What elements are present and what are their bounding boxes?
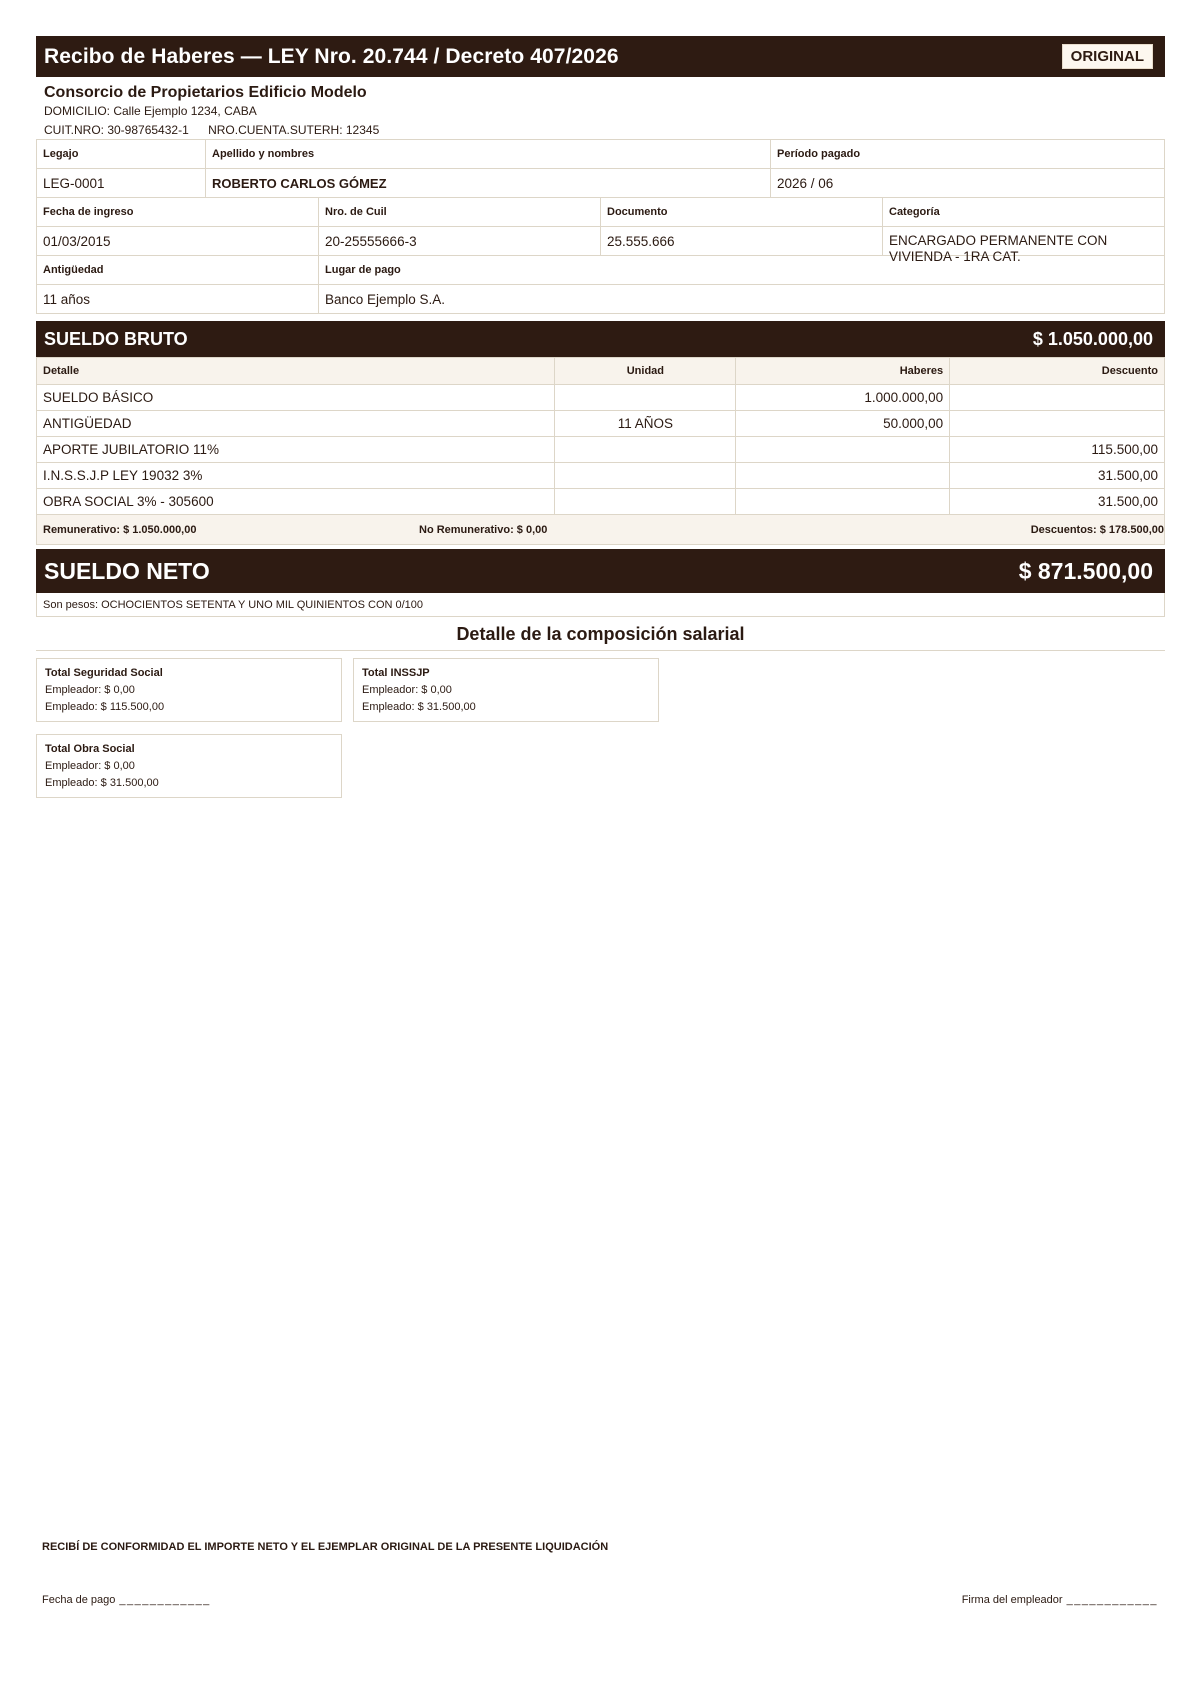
box-title: Total Seguridad Social [45, 667, 163, 679]
cuil-label: Nro. de Cuil [319, 198, 601, 226]
company-name: Consorcio de Propietarios Edificio Modelo [44, 84, 367, 101]
lugar-label: Lugar de pago [325, 264, 401, 276]
box-employee: Empleado: $ 115.500,00 [45, 701, 165, 713]
item-detail: SUELDO BÁSICO [37, 385, 555, 411]
info-row [37, 169, 1164, 198]
item-detail: ANTIGÜEDAD [37, 411, 555, 437]
period-value: 2026 / 06 [777, 175, 834, 191]
payslip [36, 36, 1165, 808]
item-unit [555, 489, 736, 515]
category-label: Categoría [889, 206, 940, 218]
company-suterh: NRO.CUENTA.SUTERH: 12345 [208, 123, 380, 137]
box-obra-social [36, 734, 342, 798]
item-haberes [736, 437, 950, 463]
item-haberes: 50.000,00 [736, 411, 950, 437]
payment-date-line [42, 1594, 211, 1606]
box-employer: Empleador: $ 0,00 [45, 760, 135, 772]
name-label: Apellido y nombres [206, 140, 771, 168]
table-row [37, 489, 1165, 515]
net-salary-label: SUELDO NETO [44, 557, 210, 584]
category-line-2: VIVIENDA - 1RA CAT. [889, 249, 1021, 264]
title-bar [36, 36, 1165, 77]
item-descuento [950, 385, 1165, 411]
legajo-label: Legajo [37, 140, 206, 168]
table-row [37, 411, 1165, 437]
info-row [37, 140, 1164, 169]
document-title: Recibo de Haberes — LEY Nro. 20.744 / Decreto 407/2026 [44, 44, 619, 68]
item-haberes [736, 463, 950, 489]
composition-boxes [36, 658, 1165, 808]
item-detail: OBRA SOCIAL 3% - 305600 [37, 489, 555, 515]
totals-row [36, 515, 1165, 545]
item-haberes: 1.000.000,00 [736, 385, 950, 411]
box-employer: Empleador: $ 0,00 [362, 684, 452, 696]
total-remunerativo: Remunerativo: $ 1.050.000,00 [43, 523, 197, 536]
employer-signature-line [962, 1594, 1158, 1606]
items-header-row [37, 358, 1165, 385]
doc-label: Documento [601, 198, 883, 226]
lugar-value: Banco Ejemplo S.A. [325, 291, 446, 307]
item-detail: I.N.S.S.J.P LEY 19032 3% [37, 463, 555, 489]
box-employer: Empleador: $ 0,00 [45, 684, 135, 696]
category-line-1: ENCARGADO PERMANENTE CON [889, 233, 1108, 248]
antiguedad-label: Antigüedad [37, 256, 319, 284]
item-unit [555, 437, 736, 463]
ingreso-label: Fecha de ingreso [37, 198, 319, 226]
info-row [37, 285, 1164, 314]
company-cuit: CUIT.NRO: 30-98765432-1 [44, 123, 189, 137]
item-unit [555, 463, 736, 489]
employer-signature-label: Firma del empleador [961, 1594, 1063, 1606]
amount-in-words: Son pesos: OCHOCIENTOS SETENTA Y UNO MIL QUINIENTOS CON 0/100 [36, 593, 1165, 617]
info-row [37, 198, 1164, 227]
legajo-value: LEG-0001 [37, 169, 206, 197]
box-title: Total INSSJP [362, 667, 430, 679]
box-inssjp [353, 658, 659, 722]
box-employee: Empleado: $ 31.500,00 [362, 701, 476, 713]
item-descuento [950, 411, 1165, 437]
item-detail: APORTE JUBILATORIO 11% [37, 437, 555, 463]
receipt-statement: RECIBÍ DE CONFORMIDAD EL IMPORTE NETO Y EL EJEMPLAR ORIGINAL DE LA PRESENTE LIQUIDACIÓN [42, 1541, 609, 1553]
antiguedad-value: 11 años [37, 285, 319, 313]
col-detalle: Detalle [37, 358, 555, 385]
box-title: Total Obra Social [45, 743, 135, 755]
total-no-remunerativo: No Remunerativo: $ 0,00 [419, 523, 548, 536]
col-descuento: Descuento [950, 358, 1165, 385]
gross-salary-label: SUELDO BRUTO [44, 328, 188, 349]
info-row [37, 227, 1164, 264]
payment-date-blank: ____________ [119, 1594, 211, 1606]
table-row [37, 463, 1165, 489]
employer-signature-blank: ____________ [1066, 1594, 1158, 1606]
doc-value: 25.555.666 [601, 227, 883, 255]
net-salary-amount: $ 871.500,00 [1018, 557, 1153, 584]
net-salary-bar [36, 549, 1165, 593]
item-unit: 11 AÑOS [555, 411, 736, 437]
col-unidad: Unidad [555, 358, 736, 385]
category-value [883, 227, 1164, 264]
total-descuentos: Descuentos: $ 178.500,00 [1030, 523, 1164, 536]
item-descuento: 31.500,00 [950, 489, 1165, 515]
col-haberes: Haberes [736, 358, 950, 385]
gross-salary-amount: $ 1.050.000,00 [1032, 328, 1153, 349]
cuil-value: 20-25555666-3 [319, 227, 601, 255]
box-seguridad-social [36, 658, 342, 722]
period-label: Período pagado [777, 148, 861, 160]
company-address: DOMICILIO: Calle Ejemplo 1234, CABA [44, 104, 257, 118]
company-info [36, 77, 1165, 139]
payment-date-label: Fecha de pago [42, 1594, 116, 1606]
item-descuento: 31.500,00 [950, 463, 1165, 489]
table-row [37, 385, 1165, 411]
item-haberes [736, 489, 950, 515]
composition-title: Detalle de la composición salarial [36, 617, 1165, 651]
items-table [36, 357, 1165, 515]
company-ids [44, 123, 1157, 137]
item-descuento: 115.500,00 [950, 437, 1165, 463]
employee-name: ROBERTO CARLOS GÓMEZ [206, 169, 771, 197]
gross-salary-bar [36, 321, 1165, 357]
table-row [37, 437, 1165, 463]
box-employee: Empleado: $ 31.500,00 [45, 777, 159, 789]
original-badge: ORIGINAL [1062, 44, 1153, 69]
item-unit [555, 385, 736, 411]
ingreso-value: 01/03/2015 [37, 227, 319, 255]
employee-info-grid [36, 139, 1165, 314]
